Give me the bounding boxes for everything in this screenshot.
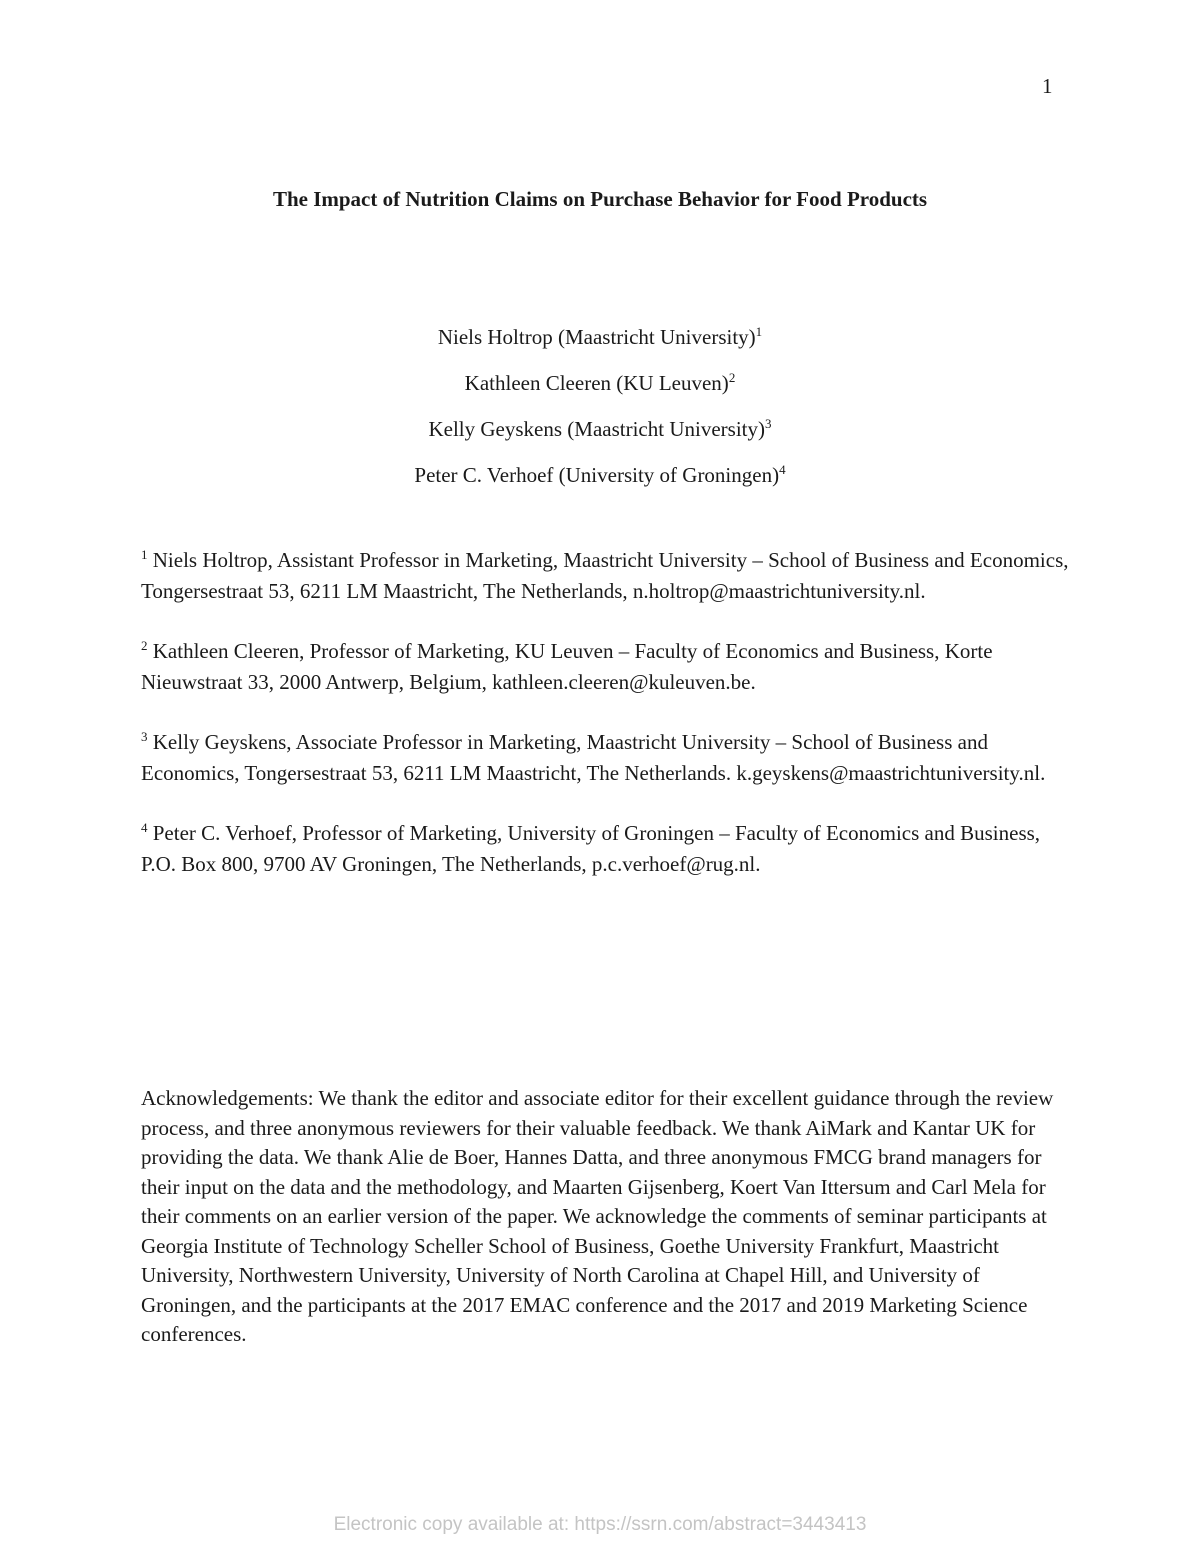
page-number: 1 — [1042, 74, 1053, 98]
affiliation-note — [141, 636, 1071, 697]
affiliation-mark: 2 — [141, 638, 148, 653]
author-footnote-mark: 2 — [728, 370, 736, 385]
affiliation-note — [141, 545, 1071, 606]
affiliation-note — [141, 727, 1071, 788]
affiliation-mark: 4 — [141, 820, 148, 835]
affiliation-notes — [141, 545, 1071, 909]
affiliation-text: Kelly Geyskens, Associate Professor in Marketing, Maastricht University – School of Business and Economics, Tongersestraat 53, 6211 LM Maastricht, The Netherlands. k.geyskens@maastrichtuniversity.nl. — [141, 730, 1046, 785]
author-footnote-mark: 3 — [765, 416, 772, 431]
author-line — [0, 460, 1200, 506]
author-line — [0, 322, 1200, 368]
affiliation-mark: 1 — [141, 547, 148, 562]
affiliation-text: Kathleen Cleeren, Professor of Marketing, KU Leuven – Faculty of Economics and Business, Korte Nieuwstraat 33, 2000 Antwerp, Belgium, kathleen.cleeren@kuleuven.be. — [141, 639, 993, 694]
author-name: Kelly Geyskens (Maastricht University) — [428, 417, 765, 441]
ssrn-footer: Electronic copy available at: https://ssrn.com/abstract=3443413 — [333, 1514, 867, 1535]
author-name: Peter C. Verhoef (University of Groningen) — [414, 463, 780, 487]
affiliation-note — [141, 818, 1071, 879]
affiliation-text: Peter C. Verhoef, Professor of Marketing, University of Groningen – Faculty of Economics and Business, P.O. Box 800, 9700 AV Groningen, The Netherlands, p.c.verhoef@rug.nl. — [141, 821, 1041, 876]
author-name: Kathleen Cleeren (KU Leuven) — [464, 371, 729, 395]
author-list — [0, 322, 1200, 506]
author-footnote-mark: 4 — [779, 462, 786, 477]
affiliation-mark: 3 — [141, 729, 148, 744]
author-line — [0, 414, 1200, 460]
author-name: Niels Holtrop (Maastricht University) — [437, 325, 756, 349]
paper-title: The Impact of Nutrition Claims on Purchase Behavior for Food Products — [272, 187, 928, 211]
acknowledgements: Acknowledgements: We thank the editor and associate editor for their excellent guidance through the review process, and three anonymous reviewers for their valuable feedback. We thank AiMark and Kantar UK for providing the data. We thank Alie de Boer, Hannes Datta, and three anonymous FMCG brand managers for their input on the data and the methodology, and Maarten Gijsenberg, Koert Van Ittersum and Carl Mela for their comments on an earlier version of the paper. We acknowledge the comments of seminar participants at Georgia Institute of Technology Scheller School of Business, Goethe University Frankfurt, Maastricht University, Northwestern University, University of North Carolina at Chapel Hill, and University of Groningen, and the participants at the 2017 EMAC conference and the 2017 and 2019 Marketing Science conferences. — [141, 1086, 1054, 1346]
author-footnote-mark: 1 — [755, 324, 763, 339]
author-line — [0, 368, 1200, 414]
affiliation-text: Niels Holtrop, Assistant Professor in Marketing, Maastricht University – School of Business and Economics, Tongersestraat 53, 6211 LM Maastricht, The Netherlands, n.holtrop@maastrichtuniversity.nl. — [141, 548, 1069, 603]
